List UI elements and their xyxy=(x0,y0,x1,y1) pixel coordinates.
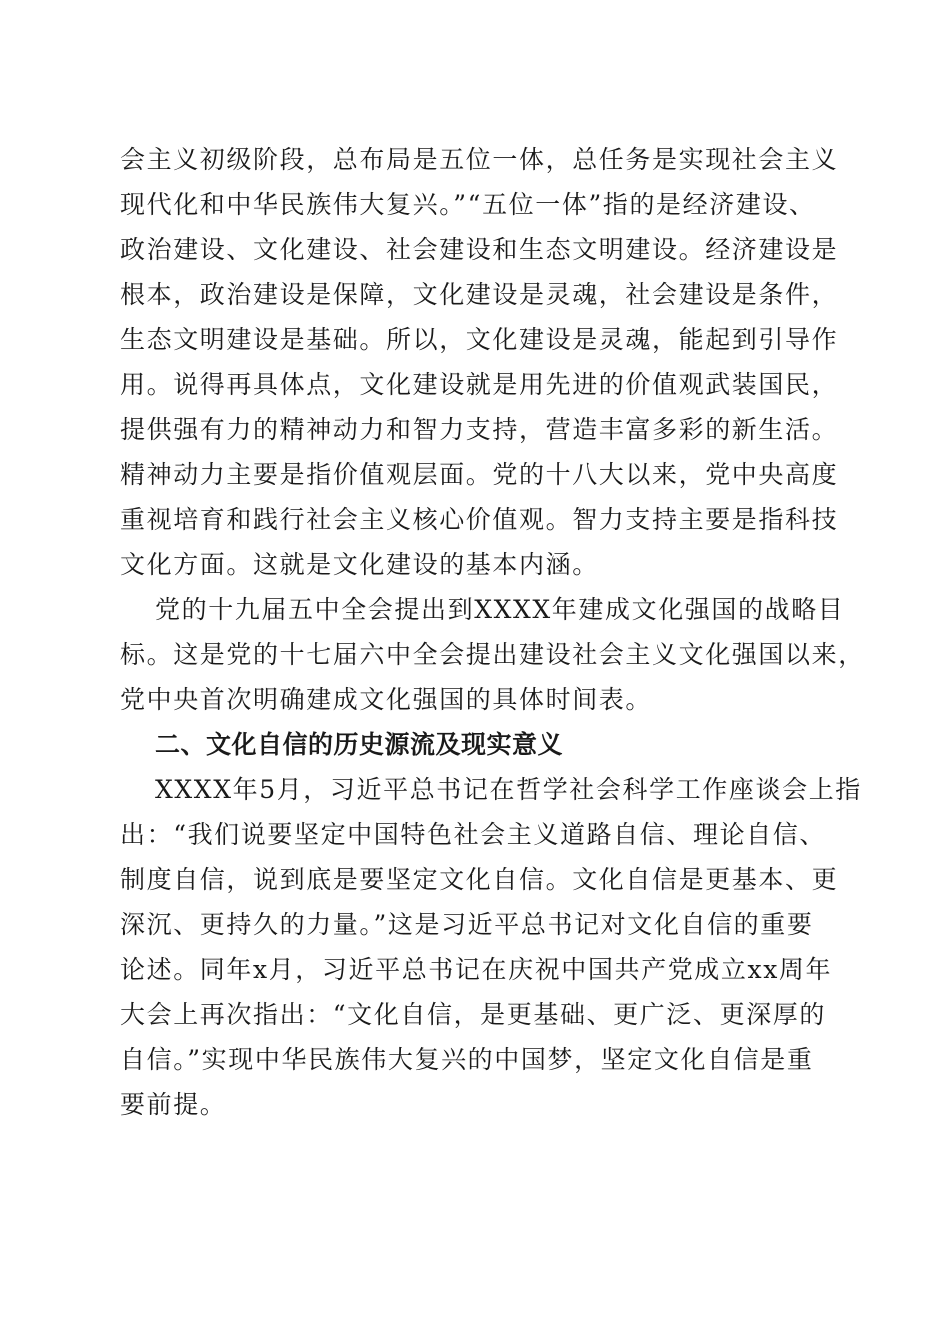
paragraph-3-line-6: 大会上再次指出：“文化自信，是更基础、更广泛、更深厚的 xyxy=(120,1000,826,1029)
paragraph-3-line-1: XXXX年5月，习近平总书记在哲学社会科学工作座谈会上指 xyxy=(155,775,862,804)
paragraph-1-line-8: 精神动力主要是指价值观层面。党的十八大以来，党中央高度 xyxy=(120,460,839,489)
paragraph-1-line-1: 会主义初级阶段，总布局是五位一体，总任务是实现社会主义 xyxy=(120,145,839,174)
section-heading: 二、文化自信的历史源流及现实意义 xyxy=(155,730,564,759)
paragraph-3-line-3: 制度自信，说到底是要坚定文化自信。文化自信是更基本、更 xyxy=(120,865,839,894)
paragraph-3-line-7: 自信。”实现中华民族伟大复兴的中国梦，坚定文化自信是重 xyxy=(120,1045,814,1074)
paragraph-3-line-8: 要前提。 xyxy=(120,1090,227,1119)
paragraph-1-line-4: 根本，政治建设是保障，文化建设是灵魂，社会建设是条件， xyxy=(120,280,839,309)
paragraph-2-line-3: 党中央首次明确建成文化强国的具体时间表。 xyxy=(120,685,653,714)
paragraph-3-line-5: 论述。同年x月，习近平总书记在庆祝中国共产党成立xx周年 xyxy=(120,955,833,984)
paragraph-1-line-6: 用。说得再具体点，文化建设就是用先进的价值观武装国民， xyxy=(120,370,839,399)
paragraph-2-line-2: 标。这是党的十七届六中全会提出建设社会主义文化强国以来， xyxy=(120,640,865,669)
paragraph-1-line-10: 文化方面。这就是文化建设的基本内涵。 xyxy=(120,550,599,579)
paragraph-1-line-7: 提供强有力的精神动力和智力支持，营造丰富多彩的新生活。 xyxy=(120,415,839,444)
paragraph-1-line-3: 政治建设、文化建设、社会建设和生态文明建设。经济建设是 xyxy=(120,235,839,264)
paragraph-3-line-4: 深沉、更持久的力量。”这是习近平总书记对文化自信的重要 xyxy=(120,910,814,939)
paragraph-2-line-1: 党的十九届五中全会提出到XXXX年建成文化强国的战略目 xyxy=(155,595,845,624)
paragraph-1-line-9: 重视培育和践行社会主义核心价值观。智力支持主要是指科技 xyxy=(120,505,839,534)
paragraph-1-line-5: 生态文明建设是基础。所以，文化建设是灵魂，能起到引导作 xyxy=(120,325,839,354)
paragraph-3-line-2: 出：“我们说要坚定中国特色社会主义道路自信、理论自信、 xyxy=(120,820,826,849)
paragraph-1-line-2: 现代化和中华民族伟大复兴。”“五位一体”指的是经济建设、 xyxy=(120,190,816,219)
